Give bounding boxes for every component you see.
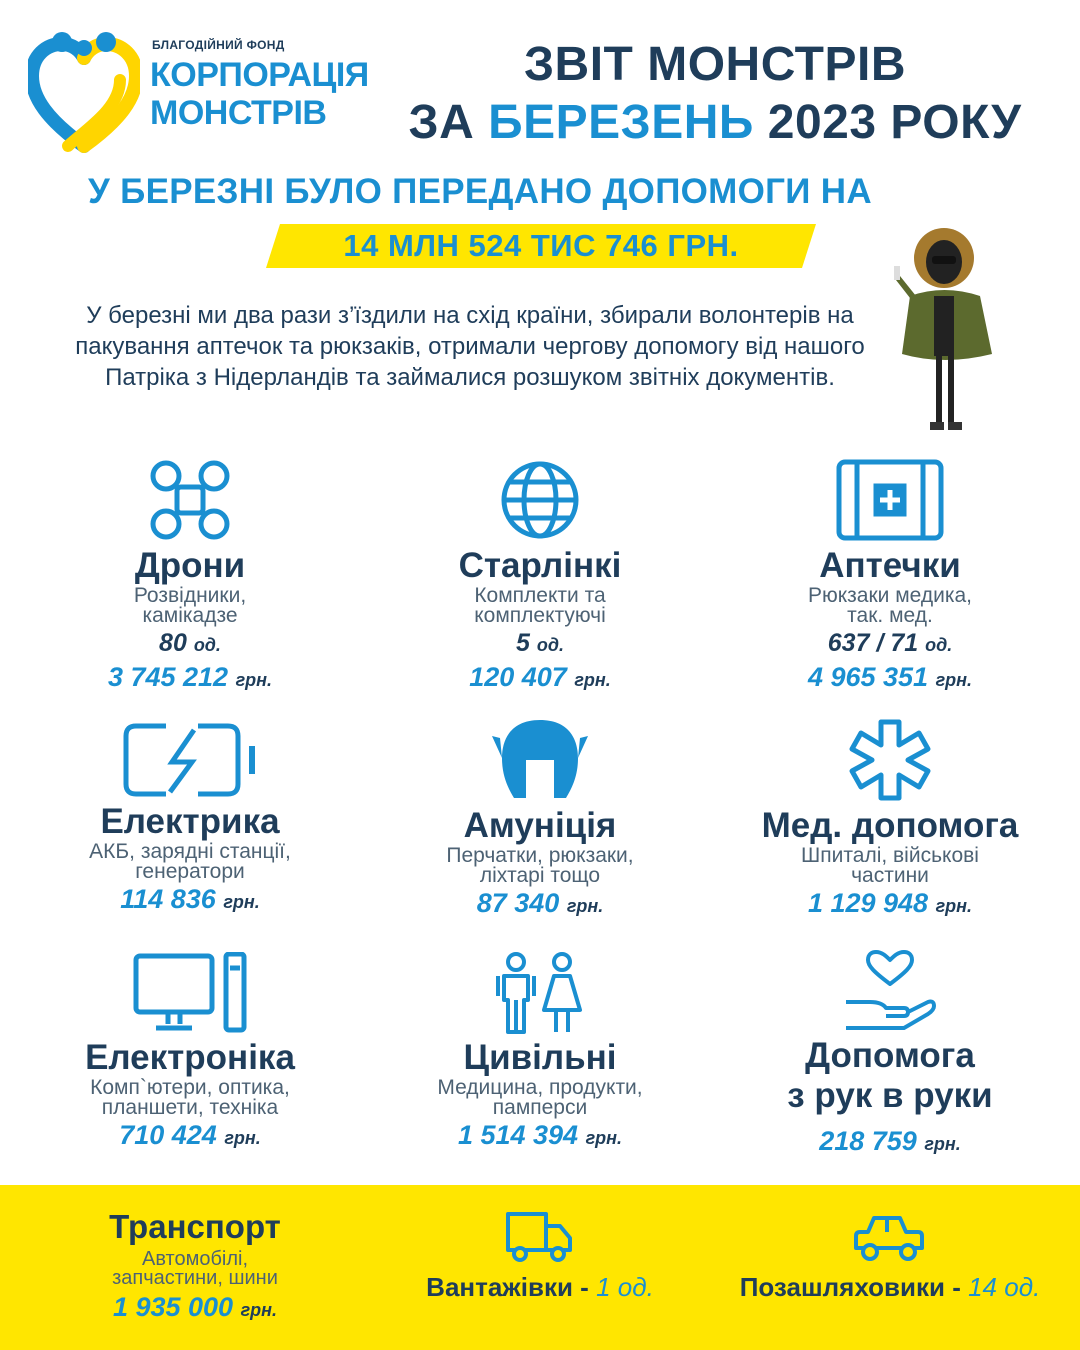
- summary-description: У березні ми два рази з’їздили на схід країни, збирали волонтерів на пакування аптечок та рюкзаків, отримали чергову допомогу від нашого Патріка з Нідерландів та займалися розшуком звітніх документів.: [75, 302, 865, 391]
- category-name: Електрика: [100, 802, 280, 841]
- transport-amount: 1 935 000 грн.: [112, 1292, 278, 1322]
- category-amount: 1 129 948 грн.: [807, 888, 973, 918]
- drone-icon: [148, 458, 232, 542]
- title-pre: ЗА: [408, 96, 489, 149]
- globe-icon: [498, 458, 582, 542]
- category-detail: АКБ, зарядні станції, генератори: [89, 840, 291, 883]
- truck-icon: [506, 1212, 572, 1264]
- heart-hand-icon: [842, 950, 938, 1032]
- offroad-count: Позашляховики - 14 од.: [739, 1272, 1041, 1302]
- category-name: Цивільні: [463, 1038, 617, 1077]
- category-amount: 710 424 грн.: [119, 1120, 261, 1150]
- category-detail: Розвідники, камікадзе: [133, 584, 247, 627]
- category-name: Дрони: [134, 546, 246, 585]
- category-detail: Медицина, продукти, памперси: [437, 1076, 643, 1119]
- title-post: 2023 РОКУ: [753, 96, 1022, 149]
- category-amount: 114 836 грн.: [120, 884, 260, 914]
- category-qty: 80 од.: [159, 629, 221, 657]
- category-name: Допомога з рук в руки: [787, 1036, 993, 1115]
- category-qty: 637 / 71 од.: [827, 629, 953, 657]
- transport-detail: Автомобілі, запчастини, шини: [112, 1248, 278, 1289]
- transport-name: Транспорт: [109, 1208, 281, 1245]
- title-line1: ЗВІТ МОНСТРІВ: [523, 38, 906, 91]
- logo-heart-icon: [28, 28, 140, 153]
- page-title: [380, 36, 1050, 152]
- org-type: БЛАГОДІЙНИЙ ФОНД: [152, 38, 285, 52]
- org-name-line2: МОНСТРІВ: [150, 94, 327, 132]
- category-amount: 1 514 394 грн.: [457, 1120, 623, 1150]
- category-civilians: [375, 952, 705, 1155]
- category-qty: 5 од.: [516, 629, 564, 657]
- category-detail: Рюкзаки медика, так. мед.: [807, 584, 973, 627]
- category-detail: Перчатки, рюкзаки, ліхтарі тощо: [446, 844, 634, 887]
- title-month: БЕРЕЗЕНЬ: [488, 96, 754, 149]
- category-name: Електроніка: [85, 1038, 295, 1077]
- monster-illustration: [888, 226, 1008, 438]
- summary-heading: У БЕРЕЗНІ БУЛО ПЕРЕДАНО ДОПОМОГИ НА: [88, 172, 872, 211]
- medical-star-icon: [848, 718, 932, 802]
- helmet-icon: [492, 718, 588, 802]
- org-name-line1: КОРПОРАЦІЯ: [150, 56, 369, 94]
- category-hand-to-hand: [725, 950, 1055, 1161]
- category-amount: 218 759 грн.: [819, 1126, 961, 1156]
- total-amount: 14 МЛН 524 ТИС 746 ГРН.: [343, 228, 739, 263]
- first-aid-kit-icon: [835, 458, 945, 542]
- category-ammunition: [375, 718, 705, 923]
- category-name: Старлінкі: [458, 546, 622, 585]
- category-name: Мед. допомога: [761, 806, 1019, 845]
- category-detail: Комп`ютери, оптика, планшети, техніка: [90, 1076, 290, 1119]
- category-drones: [25, 458, 355, 697]
- org-name: [150, 56, 369, 132]
- category-detail: Комплекти та комплектуючі: [474, 584, 606, 627]
- category-name: Аптечки: [819, 546, 961, 585]
- title-line2: [380, 94, 1050, 152]
- category-amount: 4 965 351 грн.: [807, 662, 973, 692]
- category-medical-help: [725, 718, 1055, 923]
- offroad-car-icon: [854, 1212, 924, 1264]
- category-name: Амуніція: [463, 806, 617, 845]
- category-starlinks: [375, 458, 705, 697]
- category-amount: 120 407 грн.: [469, 662, 611, 692]
- category-amount: 87 340 грн.: [476, 888, 604, 918]
- category-detail: Шпиталі, військові частини: [801, 844, 979, 887]
- category-first-aid: [725, 458, 1055, 697]
- computer-icon: [132, 952, 248, 1034]
- battery-icon: [122, 722, 258, 798]
- category-electronics: [25, 952, 355, 1155]
- trucks-count: Вантажівки - 1 од.: [426, 1272, 654, 1302]
- people-icon: [494, 952, 586, 1034]
- category-amount: 3 745 212 грн.: [107, 662, 273, 692]
- category-electric: [25, 722, 355, 919]
